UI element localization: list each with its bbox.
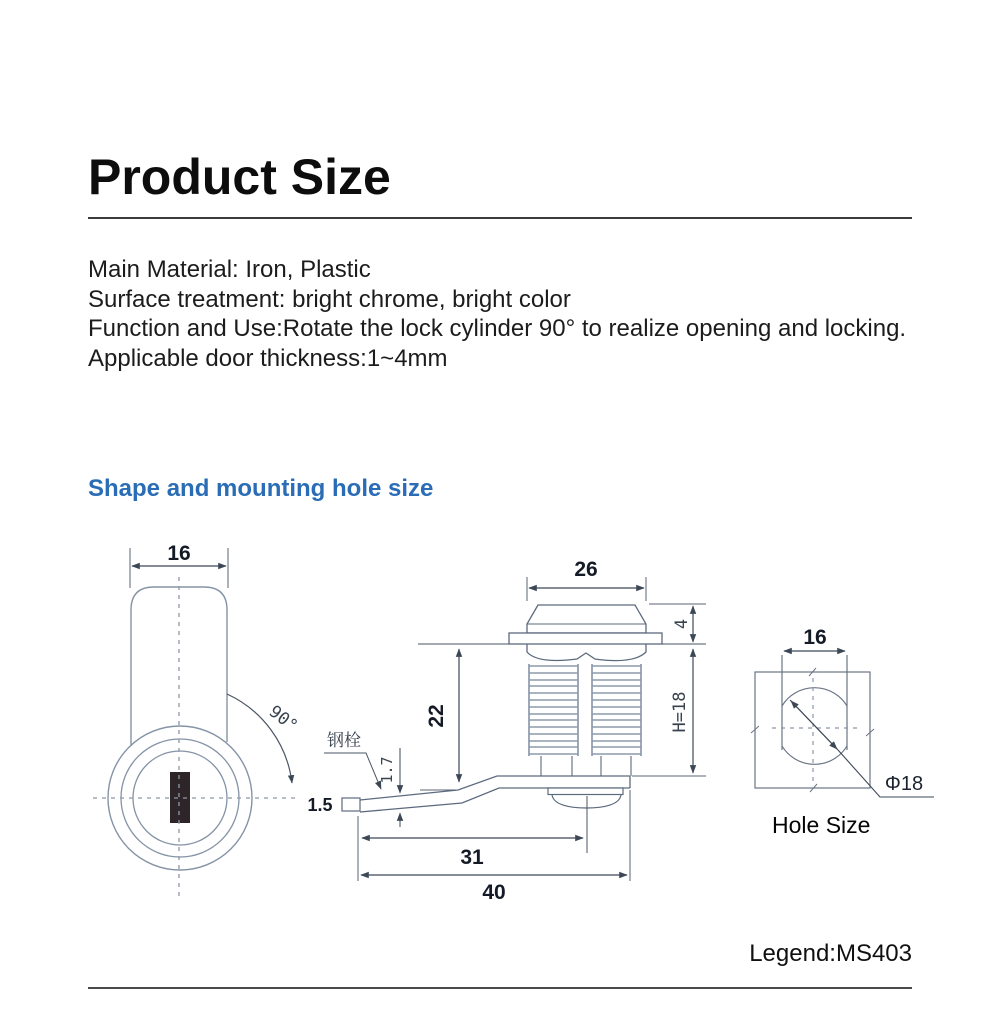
spec-thickness: Applicable door thickness:1~4mm xyxy=(88,344,448,372)
flange xyxy=(509,633,662,644)
bottom-divider xyxy=(88,987,912,989)
legend-model: Legend:MS403 xyxy=(749,940,912,967)
section-heading: Shape and mounting hole size xyxy=(88,475,434,502)
hole-size-caption: Hole Size xyxy=(772,812,871,838)
steel-bolt-label: 钢栓 xyxy=(327,731,361,750)
dim-thread-height-label: H=18 xyxy=(670,691,690,733)
dim-hole-flat-label: 16 xyxy=(803,626,827,649)
dim-cam-tip-label: 1.5 xyxy=(307,795,333,815)
spec-surface: Surface treatment: bright chrome, bright color xyxy=(88,285,571,313)
page-title: Product Size xyxy=(88,149,391,205)
dim-hole-diameter-label: Φ18 xyxy=(884,773,924,795)
hole-view-drawing xyxy=(751,626,934,797)
dim-head-height-label: 4 xyxy=(672,618,692,630)
spec-material: Main Material: Iron, Plastic xyxy=(88,256,371,283)
spec-function: Function and Use:Rotate the lock cylinder 90° to realize opening and locking. xyxy=(88,315,907,343)
left-view-drawing xyxy=(93,542,301,901)
cam-tip xyxy=(342,798,360,811)
thread-left xyxy=(529,666,578,754)
dim-cam-thickness-label: 1.7 xyxy=(378,756,396,784)
dim-total-length-label: 40 xyxy=(482,881,506,904)
side-view-drawing xyxy=(307,558,706,904)
dim-head-width-label: 26 xyxy=(574,558,598,581)
thread-right xyxy=(592,666,641,754)
dim-rotation-label: 90° xyxy=(264,701,302,737)
dim-cylinder-width-label: 16 xyxy=(167,542,191,565)
dim-cam-length-label: 31 xyxy=(460,846,484,869)
dim-body-length-label: 22 xyxy=(425,704,448,728)
